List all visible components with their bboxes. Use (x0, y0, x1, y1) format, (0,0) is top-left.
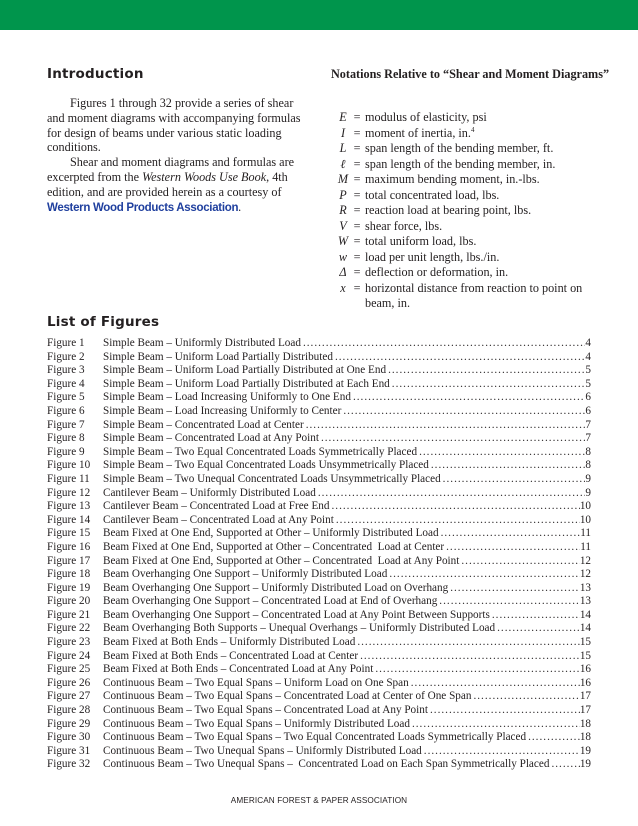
figure-number: Figure 30 (47, 731, 91, 744)
figure-title: Continuous Beam – Two Equal Spans – Two Equal Concentrated Loads Symmetrically Placed (103, 731, 527, 744)
figure-page-number: 18 (579, 717, 591, 730)
figure-number: Figure 5 (47, 391, 85, 404)
figure-title: Beam Fixed at One End, Supported at Other – Concentrated Load at Any Point (103, 554, 460, 567)
figure-list-item[interactable] (47, 432, 591, 446)
notation-description-text: reaction load at bearing point, lbs. (365, 203, 532, 217)
notation-row (337, 141, 607, 157)
figure-number: Figure 7 (47, 418, 85, 431)
notation-row (337, 281, 607, 312)
notation-row (337, 203, 607, 219)
figure-title: Continuous Beam – Two Equal Spans – Uniformly Distributed Load (103, 717, 410, 730)
notation-description (365, 172, 607, 188)
dot-leader (448, 582, 580, 596)
dot-leader (410, 718, 580, 732)
figure-list-item[interactable] (47, 419, 591, 433)
dot-leader (333, 351, 585, 365)
figure-title: Simple Beam – Uniform Load Partially Distributed (103, 350, 333, 363)
notation-symbol: M (337, 172, 349, 186)
figure-page-number: 19 (579, 758, 591, 771)
notation-row (337, 126, 607, 142)
figure-number: Figure 15 (47, 527, 91, 540)
figure-number: Figure 16 (47, 540, 91, 553)
dot-leader (441, 473, 586, 487)
figure-page-number: 11 (580, 540, 591, 553)
figure-title: Beam Fixed at One End, Supported at Other – Concentrated Load at Center (103, 540, 445, 553)
header-color-bar (0, 0, 638, 30)
notation-equals: = (353, 125, 361, 140)
figure-page-number: 9 (585, 472, 591, 485)
dot-leader (355, 636, 580, 650)
figure-page-number: 4 (585, 337, 591, 349)
figure-list-item[interactable] (47, 514, 591, 528)
dot-leader (334, 514, 580, 528)
notation-row (337, 172, 607, 188)
figure-page-number: 13 (579, 595, 591, 608)
notation-equals: = (353, 141, 361, 155)
introduction-heading: Introduction (47, 66, 144, 82)
figure-list-item[interactable] (47, 337, 591, 351)
figure-page-number: 13 (579, 581, 591, 594)
notation-symbol: E (339, 110, 347, 124)
figure-number: Figure 11 (47, 472, 90, 485)
figure-list-item[interactable] (47, 500, 591, 514)
notation-equals: = (353, 218, 361, 233)
figure-list-item[interactable] (47, 622, 591, 636)
dot-leader (386, 364, 585, 378)
figure-number: Figure 19 (47, 581, 91, 594)
notation-symbol: I (340, 125, 346, 140)
notation-equals: = (353, 234, 361, 248)
notation-row (337, 265, 607, 281)
dot-leader (422, 745, 580, 759)
figure-list-item[interactable] (47, 351, 591, 365)
notation-symbol: ℓ (340, 156, 346, 171)
figure-page-number: 14 (579, 622, 591, 635)
figure-list-item[interactable] (47, 582, 591, 596)
notation-symbol: R (339, 203, 347, 217)
figure-title: Beam Overhanging One Support – Uniformly Distributed Load (103, 568, 388, 581)
dot-leader (319, 432, 585, 446)
notation-equals: = (353, 187, 361, 202)
figure-title: Simple Beam – Load Increasing Uniformly to Center (103, 404, 342, 417)
notation-description-text: shear force, lbs. (365, 218, 443, 233)
dot-leader (429, 459, 586, 473)
figure-list-item[interactable] (47, 718, 591, 732)
dot-leader (417, 446, 585, 460)
figure-list-item[interactable] (47, 758, 591, 772)
dot-leader (373, 663, 579, 677)
figure-number: Figure 18 (47, 568, 91, 581)
dot-leader (387, 568, 580, 582)
figure-title: Beam Overhanging One Support – Concentrated Load at End of Overhang (103, 595, 438, 608)
notation-description-text: maximum bending moment, in.-lbs. (365, 172, 540, 186)
intro-p2-text-cont: , 4th edition, and are provided herein as a courtesy of (47, 169, 288, 199)
notation-symbol: W (337, 234, 349, 248)
figure-list-item[interactable] (47, 731, 591, 745)
figure-title: Beam Fixed at Both Ends – Concentrated Load at Center (103, 649, 359, 662)
figure-title: Beam Fixed at One End, Supported at Other – Uniformly Distributed Load (103, 527, 439, 540)
notation-equals: = (353, 156, 361, 171)
dot-leader (351, 391, 585, 405)
figure-number: Figure 9 (47, 445, 85, 458)
figure-title: Continuous Beam – Two Unequal Spans – Concentrated Load on Each Span Symmetrically Placed (103, 758, 550, 771)
dot-leader (304, 419, 586, 433)
figure-title: Beam Overhanging Both Supports – Unequal Overhangs – Uniformly Distributed Load (103, 622, 496, 635)
figure-page-number: 18 (579, 731, 591, 744)
dot-leader (358, 650, 580, 664)
figure-title: Simple Beam – Concentrated Load at Center (103, 418, 304, 431)
notation-description-text: load per unit length, lbs./in. (365, 249, 500, 264)
notations-list (337, 110, 607, 312)
figure-number: Figure 13 (47, 500, 91, 513)
notation-description-text: total uniform load, lbs. (365, 234, 477, 248)
figure-number: Figure 25 (47, 663, 91, 676)
figure-list-item[interactable] (47, 364, 591, 378)
notation-equals: = (353, 265, 361, 279)
figure-number: Figure 21 (47, 608, 91, 621)
figure-list-item[interactable] (47, 541, 591, 555)
notation-description (365, 188, 607, 204)
figure-page-number: 12 (579, 554, 591, 567)
list-of-figures-heading: List of Figures (47, 314, 160, 330)
notation-description (365, 234, 607, 250)
figure-title: Simple Beam – Load Increasing Uniformly to One End (103, 391, 351, 404)
figure-list-item[interactable] (47, 473, 591, 487)
dot-leader (341, 405, 585, 419)
figure-list-item[interactable] (47, 636, 591, 650)
figure-number: Figure 1 (47, 337, 85, 349)
notation-superscript: 4 (470, 125, 475, 134)
wwpa-link[interactable]: Western Wood Products Association (47, 201, 239, 214)
figure-page-number: 10 (579, 500, 591, 513)
figure-number: Figure 10 (47, 459, 91, 472)
intro-p2-end: . (238, 199, 242, 214)
figure-number: Figure 27 (47, 690, 91, 703)
notation-symbol: V (339, 218, 347, 233)
notation-description-text: horizontal distance from reaction to point on beam, in. (365, 280, 583, 310)
book-title: Western Woods Use Book (142, 169, 267, 184)
figure-number: Figure 14 (47, 513, 91, 526)
figure-number: Figure 4 (47, 377, 85, 390)
notation-equals: = (353, 280, 361, 295)
intro-paragraph-2 (47, 155, 312, 215)
figure-number: Figure 3 (47, 364, 85, 377)
notation-symbol: x (340, 280, 346, 295)
figure-title: Simple Beam – Uniform Load Partially Distributed at Each End (103, 377, 390, 390)
figure-page-number: 6 (585, 391, 591, 404)
notation-symbol: L (339, 141, 347, 155)
figure-number: Figure 28 (47, 704, 91, 717)
figure-page-number: 5 (585, 364, 591, 377)
figure-page-number: 8 (585, 445, 591, 458)
notation-equals: = (353, 249, 361, 264)
dot-leader (526, 731, 580, 745)
figure-page-number: 15 (579, 636, 591, 649)
figure-page-number: 17 (579, 704, 591, 717)
figure-list-item[interactable] (47, 446, 591, 460)
figure-title: Simple Beam – Two Unequal Concentrated Loads Unsymmetrically Placed (103, 472, 441, 485)
figure-page-number: 17 (579, 690, 591, 703)
notation-description-text: span length of the bending member, in. (365, 156, 556, 171)
notation-description-text: moment of inertia, in. (365, 125, 471, 140)
figure-page-number: 9 (585, 486, 591, 499)
intro-p2-text: Shear and moment diagrams and formulas are excerpted from the (47, 155, 295, 184)
figure-title: Continuous Beam – Two Equal Spans – Concentrated Load at Center of One Span (103, 690, 472, 703)
notation-description (365, 265, 607, 281)
notation-row (337, 157, 607, 173)
figure-number: Figure 8 (47, 432, 85, 445)
dot-leader (490, 609, 580, 623)
figure-list-item[interactable] (47, 378, 591, 392)
notation-description (365, 203, 607, 219)
figure-page-number: 19 (579, 744, 591, 757)
figure-title: Continuous Beam – Two Equal Spans – Uniform Load on One Span (103, 676, 409, 689)
figure-number: Figure 31 (47, 744, 91, 757)
figure-page-number: 10 (579, 513, 591, 526)
figure-title: Cantilever Beam – Concentrated Load at Free End (103, 500, 330, 513)
figure-page-number: 8 (585, 459, 591, 472)
notation-equals: = (353, 172, 361, 186)
figure-number: Figure 17 (47, 554, 91, 567)
notation-description-text: total concentrated load, lbs. (365, 187, 500, 202)
figure-page-number: 5 (585, 377, 591, 390)
figure-title: Simple Beam – Two Equal Concentrated Loads Symmetrically Placed (103, 445, 418, 458)
notation-description (365, 141, 607, 157)
notation-row (337, 234, 607, 250)
figure-title: Beam Fixed at Both Ends – Uniformly Distributed Load (103, 636, 356, 649)
figure-title: Cantilever Beam – Uniformly Distributed Load (103, 486, 316, 499)
dot-leader (495, 622, 580, 636)
figure-list-item[interactable] (47, 690, 591, 704)
notation-symbol: P (339, 187, 347, 202)
notation-description-text: modulus of elasticity, psi (365, 110, 487, 124)
figure-list-item[interactable] (47, 527, 591, 541)
figure-number: Figure 6 (47, 404, 85, 417)
dot-leader (444, 541, 580, 555)
figure-page-number: 7 (585, 432, 591, 445)
dot-leader (549, 758, 579, 772)
notation-row (337, 219, 607, 235)
figure-list (47, 337, 591, 772)
figure-page-number: 6 (585, 404, 591, 417)
figure-number: Figure 2 (47, 350, 85, 363)
notation-description (365, 157, 607, 173)
figure-page-number: 16 (579, 676, 591, 689)
notation-row (337, 110, 607, 126)
figure-title: Continuous Beam – Two Equal Spans – Concentrated Load at Any Point (103, 704, 428, 717)
figure-number: Figure 23 (47, 636, 91, 649)
dot-leader (409, 677, 580, 691)
figure-page-number: 16 (579, 663, 591, 676)
figure-title: Beam Overhanging One Support – Concentrated Load at Any Point Between Supports (103, 608, 490, 621)
notation-equals: = (353, 203, 361, 217)
figure-number: Figure 32 (47, 758, 91, 771)
intro-paragraph-1: Figures 1 through 32 provide a series of shear and moment diagrams with accompanying formulas for design of beams under various static loading conditions. (47, 96, 301, 155)
dot-leader (459, 555, 579, 569)
dot-leader (316, 487, 586, 501)
figure-page-number: 12 (579, 568, 591, 581)
figure-list-item[interactable] (47, 609, 591, 623)
dot-leader (471, 690, 579, 704)
figure-number: Figure 26 (47, 676, 91, 689)
figure-page-number: 11 (580, 527, 591, 540)
dot-leader (428, 704, 580, 718)
figure-number: Figure 12 (47, 486, 91, 499)
notation-symbol: Δ (339, 265, 347, 279)
figure-list-item[interactable] (47, 663, 591, 677)
notation-equals: = (353, 110, 361, 124)
figure-list-item[interactable] (47, 568, 591, 582)
introduction-text (47, 96, 312, 215)
figure-title: Simple Beam – Uniform Load Partially Distributed at One End (103, 364, 387, 377)
figure-number: Figure 22 (47, 622, 91, 635)
figure-page-number: 14 (579, 608, 591, 621)
notation-description (365, 219, 607, 235)
figure-page-number: 4 (585, 350, 591, 363)
figure-list-item[interactable] (47, 459, 591, 473)
figure-number: Figure 20 (47, 595, 91, 608)
figure-title: Beam Fixed at Both Ends – Concentrated Load at Any Point (103, 663, 374, 676)
notation-description-text: deflection or deformation, in. (365, 265, 509, 279)
dot-leader (439, 527, 581, 541)
figure-page-number: 15 (579, 649, 591, 662)
dot-leader (329, 500, 579, 514)
notation-description-text: span length of the bending member, ft. (365, 141, 554, 155)
notation-description (365, 250, 607, 266)
notations-heading: Notations Relative to “Shear and Moment Diagrams” (331, 67, 610, 81)
figure-title: Simple Beam – Two Equal Concentrated Loads Unsymmetrically Placed (103, 459, 429, 472)
figure-list-item[interactable] (47, 650, 591, 664)
notation-symbol: w (338, 249, 348, 264)
figure-list-item[interactable] (47, 677, 591, 691)
figure-list-item[interactable] (47, 555, 591, 569)
figure-list-item[interactable] (47, 487, 591, 501)
figure-title: Continuous Beam – Two Unequal Spans – Uniformly Distributed Load (103, 744, 422, 757)
dot-leader (437, 595, 580, 609)
notation-description (365, 281, 607, 312)
page-footer: AMERICAN FOREST & PAPER ASSOCIATION (230, 796, 408, 805)
notation-description (365, 126, 607, 142)
notation-description (365, 110, 607, 126)
dot-leader (301, 337, 585, 351)
dot-leader (390, 378, 586, 392)
figure-title: Cantilever Beam – Concentrated Load at Any Point (103, 513, 334, 526)
figure-list-item[interactable] (47, 704, 591, 718)
figure-number: Figure 29 (47, 717, 91, 730)
notation-row (337, 188, 607, 204)
figure-number: Figure 24 (47, 649, 91, 662)
figure-title: Simple Beam – Concentrated Load at Any Point (103, 432, 319, 445)
figure-title: Beam Overhanging One Support – Uniformly Distributed Load on Overhang (103, 581, 449, 594)
figure-list-item[interactable] (47, 745, 591, 759)
notation-row (337, 250, 607, 266)
figure-title: Simple Beam – Uniformly Distributed Load (103, 337, 301, 349)
figure-page-number: 7 (585, 418, 591, 431)
figure-list-item[interactable] (47, 391, 591, 405)
figure-list-item[interactable] (47, 405, 591, 419)
figure-list-item[interactable] (47, 595, 591, 609)
